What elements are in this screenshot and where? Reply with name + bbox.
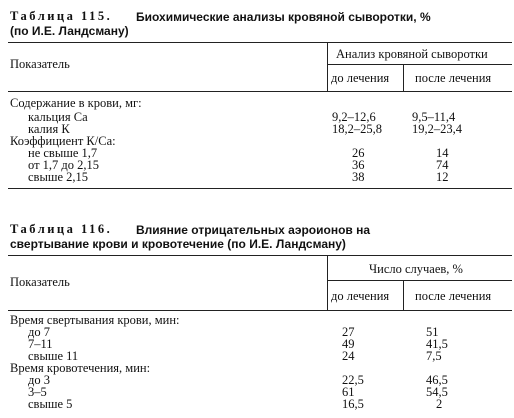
- table-116-cell-before: 27: [342, 325, 355, 339]
- table-115-caption-label: Таблица 115.: [10, 9, 113, 23]
- table-116-cell-after: 54,5: [426, 385, 448, 399]
- table-115-cell-before: 26: [352, 146, 365, 160]
- table-115-cell-before: 18,2–25,8: [332, 122, 382, 136]
- table-116-row-label: свыше 11: [28, 349, 79, 363]
- table-116-cell-before: 24: [342, 349, 355, 363]
- table-116-cell-after: 7,5: [426, 349, 442, 363]
- table-116-cell-after: 46,5: [426, 373, 448, 387]
- table-115-cell-after: 12: [436, 170, 449, 184]
- table-115-col-after: после лечения: [415, 71, 492, 85]
- table-116-cell-after: 51: [426, 325, 439, 339]
- table-116-cell-after: 2: [436, 397, 443, 411]
- table-116-row-label: свыше 5: [28, 397, 73, 411]
- table-116-cell-after: 41,5: [426, 337, 448, 351]
- table-115-cell-after: 9,5–11,4: [412, 110, 456, 124]
- table-116-row-label: до 3: [28, 373, 50, 387]
- table-115-subheader-divider: [403, 64, 404, 91]
- table-116-caption-text: Влияние отрицательных аэроионов на: [136, 223, 371, 237]
- table-115-cell-before: 36: [352, 158, 365, 172]
- table-115-cell-after: 74: [436, 158, 449, 172]
- table-115-bottom-rule: [8, 188, 512, 189]
- table-115-row-label: калия К: [28, 122, 70, 136]
- table-116-row-label: 7–11: [28, 337, 53, 351]
- table-115-row-label: Содержание в крови, мг:: [10, 96, 142, 110]
- table-115-group-rule: [327, 64, 512, 65]
- table-115-cell-before: 38: [352, 170, 365, 184]
- table-115-header-divider: [327, 42, 328, 91]
- table-116-cell-before: 49: [342, 337, 355, 351]
- table-116-col-group: Число случаев, %: [369, 262, 463, 276]
- table-115-caption-line2: (по И.Е. Ландсману): [10, 24, 129, 38]
- table-116-row-label: 3–5: [28, 385, 47, 399]
- table-115-top-rule: [8, 42, 512, 43]
- table-115-cell-after: 19,2–23,4: [412, 122, 462, 136]
- table-116-header-rule: [8, 310, 512, 311]
- table-116-subheader-divider: [403, 280, 404, 310]
- table-116-cell-before: 16,5: [342, 397, 364, 411]
- table-115-row-label: Коэффициент К/Са:: [10, 134, 116, 148]
- table-116-caption-label: Таблица 116.: [10, 222, 113, 236]
- table-115-cell-before: 9,2–12,6: [332, 110, 376, 124]
- table-116-row-label: до 7: [28, 325, 50, 339]
- table-116-caption-line2: свертывание крови и кровотечение (по И.Е. Ландсману): [10, 237, 346, 251]
- table-116-col-param: Показатель: [10, 275, 70, 289]
- table-116-cell-before: 22,5: [342, 373, 364, 387]
- table-115-header-rule: [8, 91, 512, 92]
- table-115-caption-text: Биохимические анализы кровяной сыворотки, %: [136, 10, 431, 24]
- table-116-header-divider: [327, 255, 328, 310]
- table-115-cell-after: 14: [436, 146, 449, 160]
- table-115-row-label: кальция Са: [28, 110, 88, 124]
- table-116-row-label: Время свертывания крови, мин:: [10, 313, 180, 327]
- table-116-top-rule: [8, 255, 512, 256]
- table-116-group-rule: [327, 280, 512, 281]
- table-115-col-group: Анализ кровяной сыворотки: [336, 47, 488, 61]
- table-116-col-after: после лечения: [415, 289, 492, 303]
- table-115-row-label: свыше 2,15: [28, 170, 89, 184]
- table-115-row-label: от 1,7 до 2,15: [28, 158, 100, 172]
- table-115-col-before: до лечения: [331, 71, 390, 85]
- table-115-col-param: Показатель: [10, 57, 70, 71]
- table-116-cell-before: 61: [342, 385, 355, 399]
- table-115-row-label: не свыше 1,7: [28, 146, 98, 160]
- table-116-row-label: Время кровотечения, мин:: [10, 361, 151, 375]
- table-116-col-before: до лечения: [331, 289, 390, 303]
